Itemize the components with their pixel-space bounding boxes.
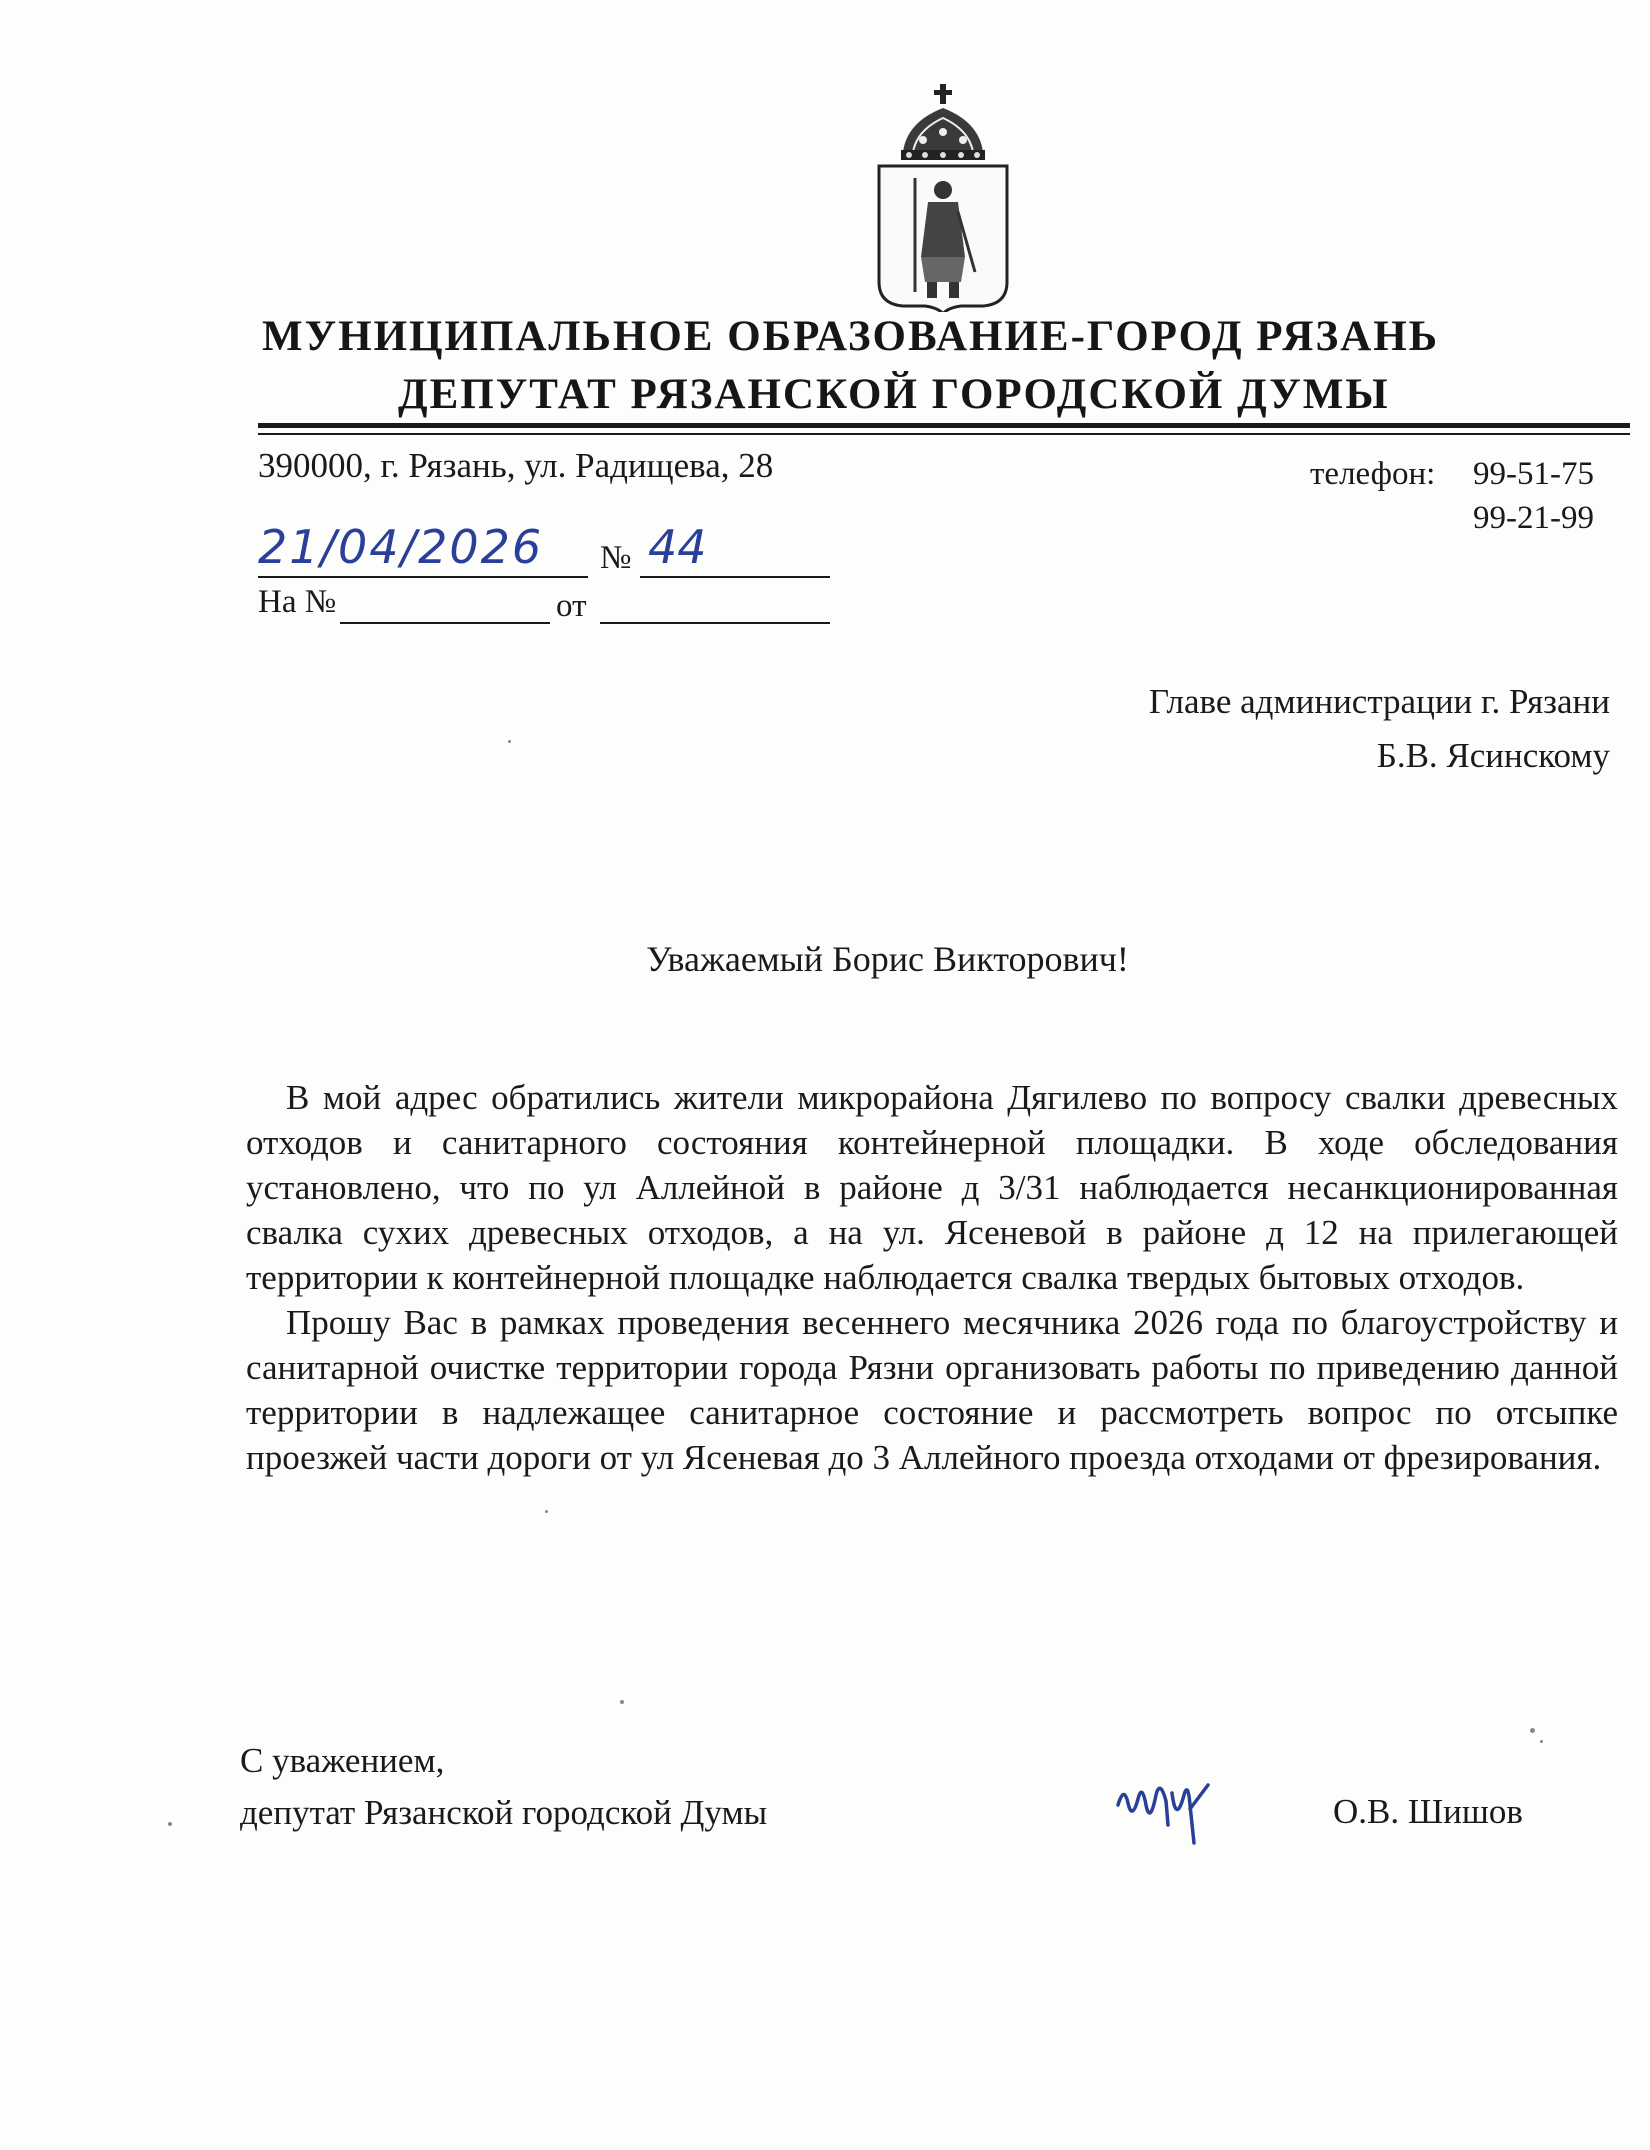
reply-to-number-blank bbox=[340, 622, 550, 624]
scan-speck bbox=[168, 1822, 172, 1826]
body-paragraph-2: Прошу Вас в рамках проведения весеннего месячника 2026 года по благоустройству и санитарной очистке территории города Рязни организовать работы по приведению данной территории в надлежащее санитарное состояние и рассмотреть вопрос по отсыпке проезжей части дороги от ул Ясеневая до 3 Аллейного проезда отходами от фрезирования. bbox=[246, 1303, 1618, 1477]
scan-speck bbox=[508, 740, 511, 743]
signature-icon bbox=[1110, 1765, 1220, 1855]
signer-position: депутат Рязанской городской Думы bbox=[240, 1793, 768, 1832]
recipient-block bbox=[910, 675, 1610, 783]
phone-number-2: 99-21-99 bbox=[1473, 500, 1594, 536]
outgoing-date: 21/04/2026 bbox=[258, 520, 544, 574]
scan-speck bbox=[1540, 1740, 1543, 1743]
header-rule bbox=[258, 423, 1630, 428]
sender-address: 390000, г. Рязань, ул. Радищева, 28 bbox=[258, 446, 774, 485]
scan-speck bbox=[545, 1510, 548, 1513]
closing-phrase: С уважением, bbox=[240, 1741, 445, 1780]
phone-number-1: 99-51-75 bbox=[1473, 456, 1594, 492]
number-label: № bbox=[600, 540, 632, 576]
letter-body bbox=[246, 1075, 1618, 1480]
reply-to-date-blank bbox=[600, 622, 830, 624]
scan-speck bbox=[620, 1700, 624, 1704]
coat-of-arms-icon bbox=[873, 82, 1013, 312]
phone-label: телефон: bbox=[1310, 456, 1436, 492]
scan-speck bbox=[1530, 1728, 1535, 1733]
body-paragraph-1: В мой адрес обратились жители микрорайона Дягилево по вопросу свалки древесных отходов и санитарного состояния контейнерной площадки. В ходе обследования установлено, что по ул Аллейной в районе д 3/31 наблюдается несанкционированная свалка сухих древесных отходов, а на ул. Ясеневой в районе д 12 на прилегающей территории к контейнерной площадке наблюдается свалка твердых бытовых отходов. bbox=[246, 1078, 1618, 1297]
reply-to-date-label: от bbox=[556, 588, 587, 624]
reply-to-number-label: На № bbox=[258, 584, 337, 620]
signer-name: О.В. Шишов bbox=[1333, 1792, 1523, 1831]
organization-title: МУНИЦИПАЛЬНОЕ ОБРАЗОВАНИЕ-ГОРОД РЯЗАНЬ bbox=[262, 313, 1440, 360]
closing-block bbox=[240, 1735, 767, 1839]
number-underline bbox=[640, 576, 830, 578]
outgoing-number: 44 bbox=[648, 520, 707, 574]
salutation: Уважаемый Борис Викторович! bbox=[646, 939, 1129, 979]
organization-subtitle: ДЕПУТАТ РЯЗАНСКОЙ ГОРОДСКОЙ ДУМЫ bbox=[398, 371, 1390, 418]
header-rule-thin bbox=[258, 433, 1630, 435]
recipient-name: Б.В. Ясинскому bbox=[1376, 736, 1610, 775]
recipient-title: Главе администрации г. Рязани bbox=[1148, 682, 1610, 721]
date-underline bbox=[258, 576, 588, 578]
